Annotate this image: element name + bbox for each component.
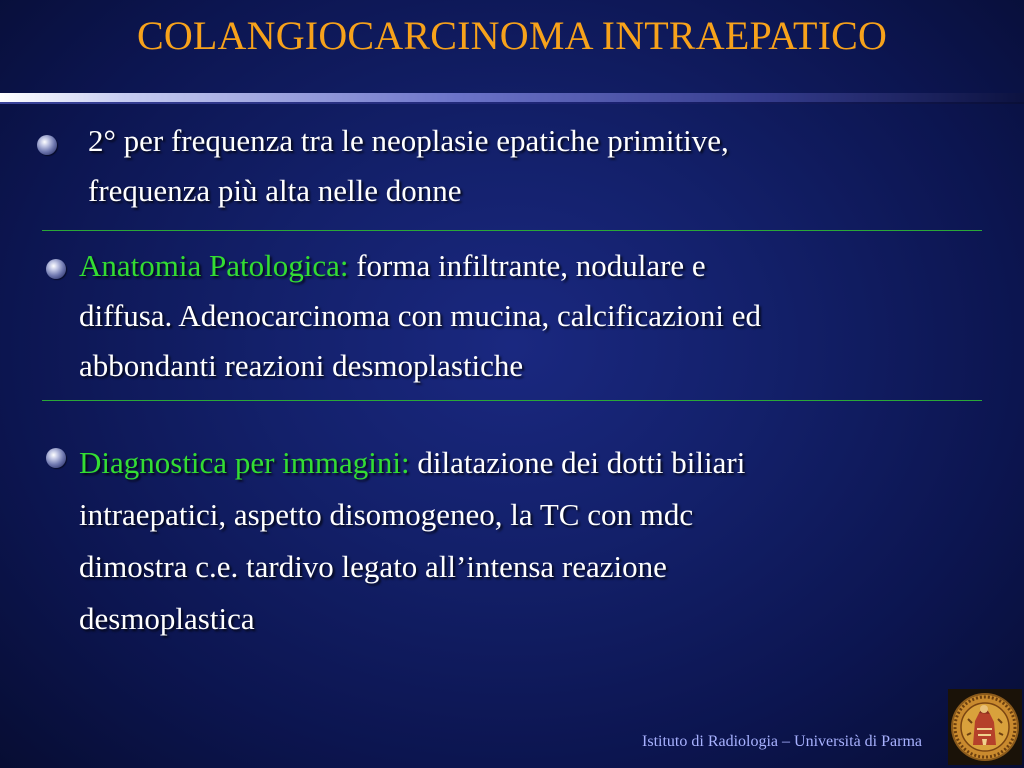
bullet-3-line-1 [79,437,745,489]
title-underline-bar [0,93,1024,102]
footer-institution: Istituto di Radiologia – Università di Parma [642,733,922,750]
slide-title: COLANGIOCARCINOMA INTRAEPATICO [136,13,888,58]
bullet-3-heading: Diagnostica per immagini: [79,445,410,480]
title-underline-shadow [0,102,1024,104]
bullet-2-line-2: diffusa. Adenocarcinoma con mucina, calcificazioni ed [79,298,761,333]
bullet-2-heading: Anatomia Patologica: [79,248,349,283]
bullet-icon [46,259,66,279]
bullet-1-text [88,116,729,216]
section-divider [42,400,982,401]
university-seal-icon [948,689,1022,765]
section-divider [42,230,982,231]
bullet-2-text [79,241,761,391]
bullet-1-line-2: frequenza più alta nelle donne [88,173,462,208]
bullet-3-line-1-text: dilatazione dei dotti biliari [417,445,746,480]
bullet-3-line-3: dimostra c.e. tardivo legato all’intensa reazione [79,549,667,584]
bullet-icon [46,448,66,468]
bullet-2-line-3: abbondanti reazioni desmoplastiche [79,348,524,383]
bullet-3-line-4: desmoplastica [79,601,255,636]
bullet-3-text [79,437,745,645]
bullet-2-line-1-text: forma infiltrante, nodulare e [356,248,706,283]
bullet-1-line-1: 2° per frequenza tra le neoplasie epatiche primitive, [88,123,729,158]
bullet-2-line-1 [79,241,761,291]
bullet-icon [37,135,57,155]
bullet-3-line-2: intraepatici, aspetto disomogeneo, la TC con mdc [79,497,694,532]
